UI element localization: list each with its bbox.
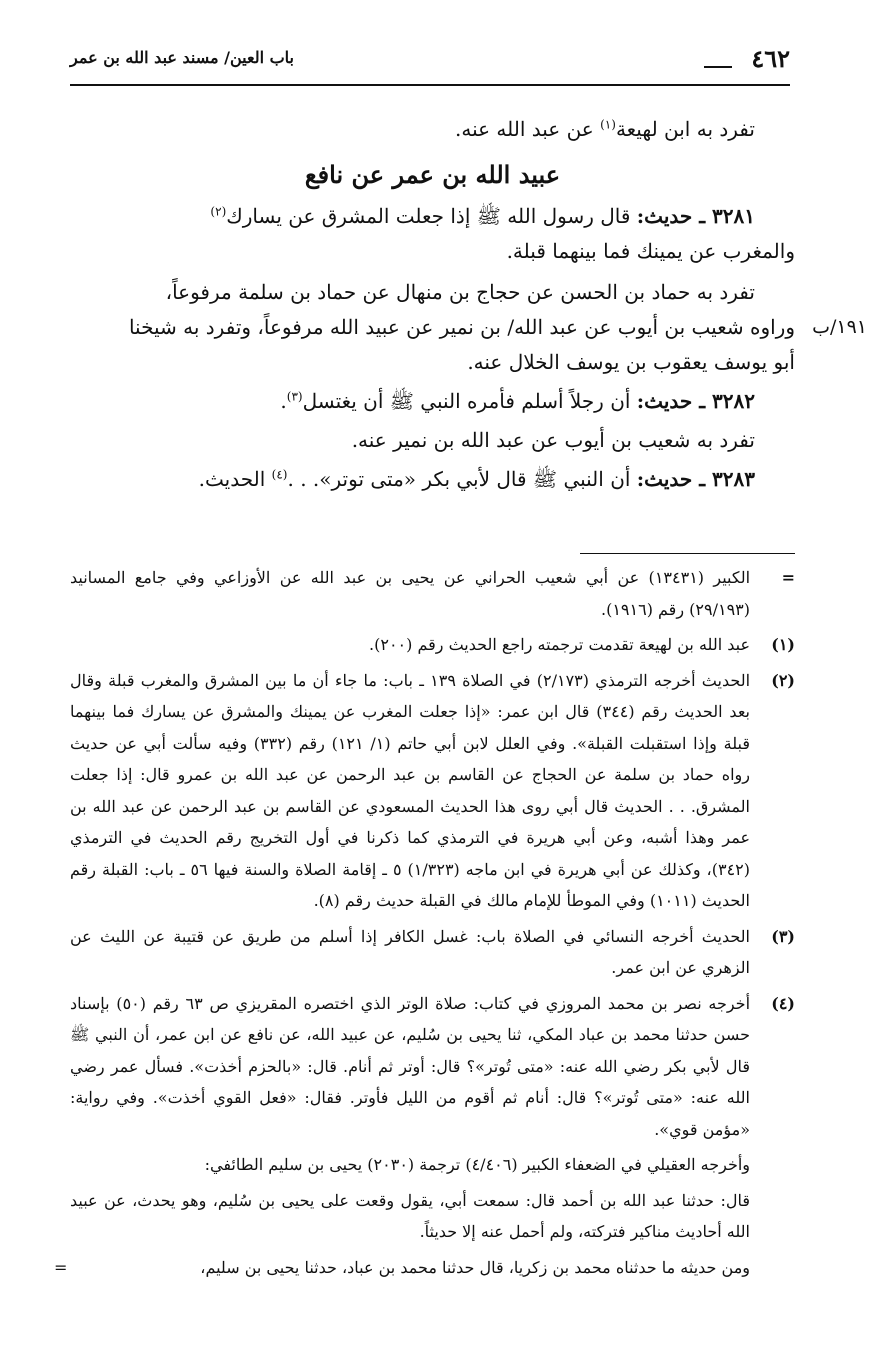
tafarrad-line-4: تفرد به شعيب بن أيوب عن عبد الله بن نمير عنه. [351, 428, 755, 452]
footnote-ref[interactable]: (١) [600, 117, 616, 132]
footnote-divider [580, 553, 795, 554]
hadith-3281-cont: والمغرب عن يمينك فما بينهما قبلة. [506, 239, 795, 263]
header-dash [704, 66, 732, 68]
tafarrad-line-2 [70, 310, 867, 345]
footnote-2 [70, 665, 795, 917]
main-text [70, 112, 867, 497]
footnote-marker: (٣) [771, 926, 795, 946]
hadith-3283 [70, 462, 795, 497]
footnote-3 [70, 921, 795, 984]
hadith-number: ٣٢٨٢ ـ حديث: [636, 389, 755, 413]
footnote-text: ومن حديثه ما حدثناه محمد بن زكريا، قال حدثنا محمد بن عباد، حدثنا يحيى بن سليم، [200, 1257, 750, 1277]
page-number: ٤٦٢ [751, 44, 790, 73]
hadith-number: ٣٢٨٣ ـ حديث: [636, 467, 755, 491]
section-title: عبيد الله بن عمر عن نافع [304, 160, 561, 189]
footnote-4-cont-2 [70, 1185, 795, 1248]
continuation-mark: = [54, 1257, 68, 1277]
tafarrad-line-1: تفرد به حماد بن الحسن عن حجاج بن منهال عن حماد بن سلمة مرفوعاً، [165, 280, 755, 304]
footnote-ref[interactable]: (٢) [210, 204, 227, 219]
footnote-text: الحديث أخرجه النسائي في الصلاة باب: غسل الكافر إذا أسلم من طريق عن قتيبة عن الليث عن الزهري عن ابن عمر. [70, 926, 750, 977]
hadith-end: الحديث. [198, 467, 272, 491]
footnote-text: قال: حدثنا عبد الله بن أحمد قال: سمعت أبي، يقول وقعت على يحيى بن سُليم، وهو يحدث، عن عبيد الله أحاديث مناكير فتركته، ولم أحمل عنه إلا حديثاً. [70, 1190, 750, 1241]
footnote-ref[interactable]: (٤) [271, 467, 288, 482]
footnote-4 [70, 988, 795, 1146]
footnote-marker: (٢) [771, 670, 795, 690]
chapter-title: باب العين/ مسند عبد الله بن عمر [70, 48, 294, 67]
footnote-text: عبد الله بن لهيعة تقدمت ترجمته راجع الحديث رقم (٢٠٠). [369, 635, 750, 654]
hadith-text: أن النبي ﷺ قال لأبي بكر «متى توتر». . . [287, 467, 637, 491]
footnote-marker: (٤) [771, 993, 795, 1013]
hadith-3282 [70, 384, 795, 419]
footnote-4-cont-1 [70, 1149, 795, 1181]
manuscript-folio-note: ١٩١/ب [812, 316, 867, 338]
intro-text: تفرد به ابن لهيعة [615, 117, 755, 141]
footnotes [54, 562, 795, 1287]
hadith-end: . [280, 389, 287, 413]
footnote-4-cont-3 [54, 1252, 795, 1284]
footnote-text: وأخرجه العقيلي في الضعفاء الكبير (٤/٤٠٦) ترجمة (٢٠٣٠) يحيى بن سليم الطائفي: [204, 1155, 750, 1174]
hadith-3281 [70, 199, 795, 234]
hadith-text: قال رسول الله ﷺ إذا جعلت المشرق عن يسارك [226, 204, 637, 228]
footnote-continuation [70, 562, 795, 625]
intro-end: عن عبد الله عنه. [455, 117, 601, 141]
hadith-text: أن رجلاً أسلم فأمره النبي ﷺ أن يغتسل [302, 389, 637, 413]
hadith-number: ٣٢٨١ ـ حديث: [636, 204, 755, 228]
footnote-1 [70, 629, 795, 661]
header-rule [70, 84, 790, 86]
footnote-ref[interactable]: (٣) [286, 389, 303, 404]
page-header [70, 44, 790, 88]
continuation-mark: = [781, 568, 795, 587]
tafarrad-line-3: أبو يوسف يعقوب بن يوسف الخلال عنه. [467, 350, 795, 374]
footnote-text: الحديث أخرجه الترمذي (٢/١٧٣) في الصلاة ١٣٩ ـ باب: ما جاء أن ما بين المشرق والمغرب قبلة وقال بعد الحديث رقم (٣٤٤) قال ابن عمر: «إذا جعلت المغرب عن يمينك والمشرق عن يسارك فما بينهما قبلة وإذا استقبلت القبلة». وفي العلل لابن أبي حاتم (١/ ١٢١) رقم (٣٣٢) وفيه سألت أبي عن حديث رواه حماد بن سلمة عن الحجاج عن القاسم بن عبد الرحمن عن عبد الله بن عمرو قال: إذا جعلت المشرق. . . الحديث قال أبي روى هذا الحديث المسعودي عن القاسم بن عبد الرحمن عن عبد الله بن عمر وهذا أشبه، وعن أبي هريرة في الترمذي كما ذكرنا في أول التخريج رقم الحديث في الترمذي (٣٤٢)، وكذلك عن أبي هريرة في ابن ماجه (١/٣٢٣) ٥ ـ إقامة الصلاة والسنة فيها ٥٦ ـ باب: القبلة رقم الحديث (١٠١١) وفي الموطأ للإمام مالك في القبلة حديث رقم (٨). [70, 670, 751, 910]
footnote-text: أخرجه نصر بن محمد المروزي في كتاب: صلاة الوتر الذي اختصره المقريزي ص ٦٣ رقم (٥٠) بإسناد حسن حدثنا محمد بن عباد المكي، ثنا يحيى بن سُليم، عن عبيد الله، عن نافع عن ابن عمر، أن النبي ﷺ قال لأبي بكر رضي الله عنه: «متى تُوتر»؟ قال: أوتر ثم أنام. قال: «بالحزم أخذت». فسأل عمر رضي الله عنه: «متى تُوتر»؟ قال: أنام ثم أقوم من الليل فأوتر. فقال: «فعل القوي أخذت». وفي رواية: «مؤمن قوي». [70, 993, 751, 1139]
footnote-marker: (١) [771, 635, 795, 654]
footnote-text: الكبير (١٣٤٣١) عن أبي شعيب الحراني عن يحيى بن عبد الله عن الأوزاعي وفي جامع المسانيد (٢٩/١٩٣) رقم (١٩١٦). [70, 568, 751, 619]
intro-paragraph [70, 112, 795, 147]
tafarrad-line-2-text: وراوه شعيب بن أيوب عن عبد الله/ بن نمير عن عبيد الله مرفوعاً، وتفرد به شيخنا [128, 315, 795, 339]
